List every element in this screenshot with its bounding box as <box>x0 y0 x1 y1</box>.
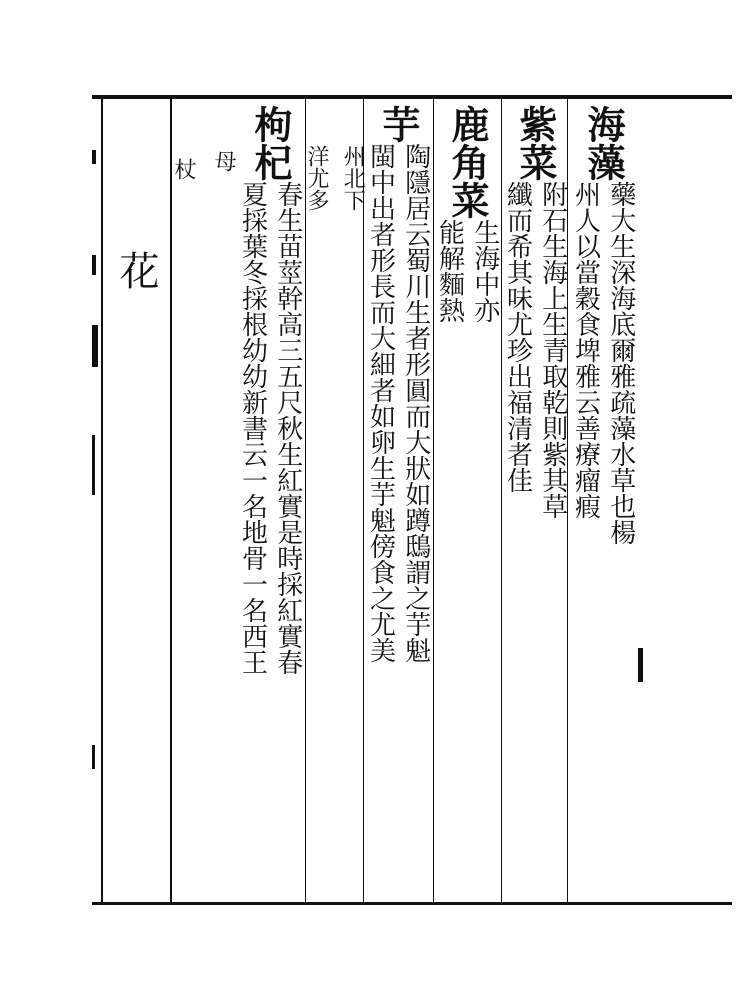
entry-text-line: 夏採葉冬採根幼幼新書云一名地骨一名西王 <box>237 181 268 675</box>
entry-text-line: 能解麵熱 <box>434 219 465 323</box>
entry-column <box>570 105 636 545</box>
entry-text-line: 附石生海上生青取乾則紫其草 <box>537 181 568 519</box>
continuation-text-line: 洋尤多 <box>304 145 329 211</box>
margin-mark <box>92 435 95 495</box>
column-divider <box>305 99 306 902</box>
continuation-column <box>171 150 237 180</box>
entry-heading: 紫菜 <box>513 105 558 181</box>
side-label-column <box>114 250 158 290</box>
entry-text-line: 春生苗莖幹高三五尺秋生紅實是時採紅實春 <box>272 181 303 675</box>
entry-heading: 海藻 <box>581 105 626 181</box>
entry-text-line: 藥大生深海底爾雅疏藻水草也楊 <box>605 181 636 545</box>
entry-text-line: 纖而希其味尤珍出福清者佳 <box>502 181 533 493</box>
entry-text-line: 陶隱居云蜀川生者形圓而大狀如蹲鴟謂之芋魁 <box>400 143 431 663</box>
margin-mark <box>92 325 98 367</box>
continuation-column <box>304 145 366 211</box>
continuation-text-line: 母 <box>211 150 237 172</box>
entry-text-line: 州人以當穀食埤雅云善療瘤瘕 <box>570 181 601 519</box>
entry-heading: 枸杞 <box>248 105 293 181</box>
top-border-rule <box>92 95 732 99</box>
margin-mark <box>92 150 96 164</box>
entry-heading: 芋 <box>376 105 421 143</box>
entry-column <box>434 105 500 323</box>
margin-mark <box>92 255 96 275</box>
entry-column <box>502 105 568 519</box>
inner-vertical-rule <box>170 99 172 902</box>
continuation-text-line: 州北下 <box>340 145 366 211</box>
outer-vertical-rule <box>101 99 103 902</box>
side-label-text: 花 <box>113 250 159 290</box>
entry-text-line: 閩中出者形長而大細者如卵生芋魁傍食之尤美 <box>365 143 396 663</box>
entry-column <box>236 105 304 675</box>
margin-mark <box>638 648 643 682</box>
entry-text-line: 生海中亦 <box>469 219 500 323</box>
bottom-border-rule <box>92 902 732 905</box>
continuation-text-line: 杖 <box>171 158 196 180</box>
entry-column <box>364 105 432 663</box>
entry-heading: 鹿角菜 <box>445 105 490 219</box>
margin-mark <box>92 745 95 769</box>
